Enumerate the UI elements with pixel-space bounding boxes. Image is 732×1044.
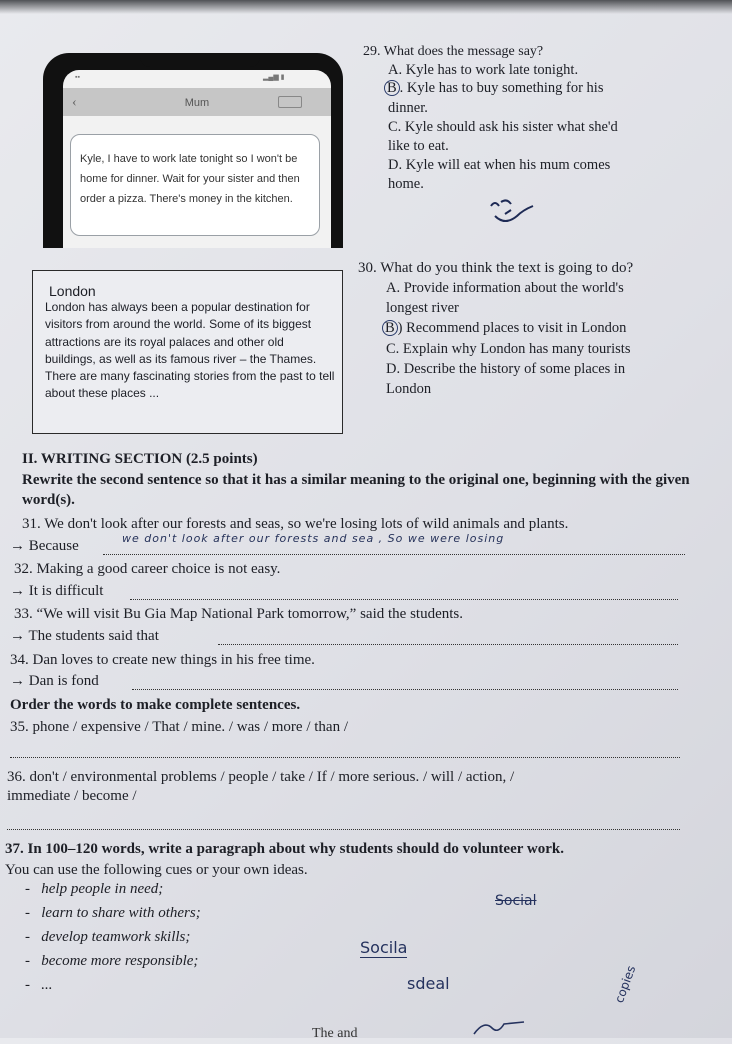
handwritten-note: Socila	[360, 938, 408, 957]
handwritten-note: Social	[495, 893, 537, 909]
handwritten-scribble	[470, 1016, 530, 1038]
q32-prompt: → It is difficult	[10, 583, 104, 599]
answer-line	[130, 587, 678, 600]
q30-option-b-text: ) Recommend places to visit in London	[397, 320, 627, 336]
handwritten-side-note: copies	[612, 963, 639, 1005]
q31-text: 31. We don't look after our forests and seas, so we're losing lots of wild animals and plants.	[22, 516, 569, 532]
handwritten-note: sdeal	[407, 974, 450, 993]
bottom-text: The and	[312, 1026, 358, 1041]
q30-question: 30. What do you think the text is going to do?	[358, 260, 634, 276]
q30-option-a: A. Provide information about the world's	[386, 280, 624, 296]
cue-item: - learn to share with others;	[25, 905, 201, 921]
q32-text: 32. Making a good career choice is not easy.	[14, 561, 281, 577]
cue-item: - develop teamwork skills;	[25, 929, 191, 945]
message-text: Kyle, I have to work late tonight so I won't be home for dinner. Wait for your sister and then order a pizza. There's money in the kitchen.	[80, 153, 300, 205]
contact-name: Mum	[184, 97, 210, 109]
q34-text: 34. Dan loves to create new things in his free time.	[10, 652, 315, 668]
q30-option-c: C. Explain why London has many tourists	[386, 341, 631, 357]
doodle-sketch	[487, 196, 537, 232]
cue-item: - help people in need;	[25, 881, 164, 897]
q31-prompt: → Because	[10, 538, 79, 554]
q35-text: 35. phone / expensive / That / mine. / was / more / than /	[10, 719, 348, 735]
cue-item: - ...	[25, 977, 53, 993]
photo-shadow	[0, 0, 732, 14]
q33-text: 33. “We will visit Bu Gia Map National Park tomorrow,” said the students.	[14, 606, 463, 622]
phone-notch	[140, 53, 260, 67]
q29-option-c-cont: like to eat.	[388, 138, 449, 154]
london-title: London	[49, 283, 96, 299]
back-arrow-icon: ‹	[72, 95, 77, 110]
q34-prompt: → Dan is fond	[10, 673, 99, 689]
answer-line	[10, 745, 680, 758]
q29-option-c: C. Kyle should ask his sister what she'd	[388, 119, 618, 135]
q37-text: 37. In 100–120 words, write a paragraph about why students should do volunteer work.	[5, 841, 564, 857]
q37-subtext: You can use the following cues or your own ideas.	[5, 862, 308, 878]
q30-option-d: D. Describe the history of some places in	[386, 361, 626, 377]
instruction: Rewrite the second sentence so that it has a similar meaning to the original one, beginning with the given word(s).	[22, 472, 690, 508]
q29-option-d-cont: home.	[388, 176, 424, 192]
q31-handwritten-answer: we don't look after our forests and sea , So we were losing	[122, 532, 505, 545]
q29-option-b	[384, 79, 603, 99]
call-icon	[278, 96, 302, 108]
london-body: London has always been a popular destination for visitors from around the world. Some of its biggest attractions are its royal palaces and other old buildings, as well as its famous river – the Thames. There are many fascinating stories from the past to tell about these places ...	[45, 300, 335, 401]
q36-line2: immediate / become /	[7, 788, 137, 804]
q30-option-a-cont: longest river	[386, 300, 459, 316]
clock-icon: ▪▪	[75, 74, 80, 81]
q33-prompt: → The students said that	[10, 628, 159, 644]
q29-option-d: D. Kyle will eat when his mum comes	[388, 157, 611, 173]
q29-option-b-cont: dinner.	[388, 100, 428, 116]
phone-status-bar	[63, 72, 331, 86]
q30-option-d-cont: London	[386, 381, 432, 397]
q29-question: 29. What does the message say?	[363, 44, 544, 59]
q30-option-b	[382, 319, 626, 339]
cue-item: - become more responsible;	[25, 953, 199, 969]
signal-icon: ▂▄▆ ▮	[263, 74, 285, 81]
answer-circle: B	[384, 80, 400, 96]
order-title: Order the words to make complete sentences.	[10, 697, 301, 713]
answer-line	[7, 817, 680, 830]
q29-option-a: A. Kyle has to work late tonight.	[388, 62, 579, 78]
answer-line	[218, 632, 678, 645]
q36-line1: 36. don't / environmental problems / people / take / If / more serious. / will / action, /	[7, 769, 515, 785]
answer-circle: B	[382, 320, 398, 336]
q29-option-b-text: . Kyle has to buy something for his	[399, 80, 604, 96]
section-title: II. WRITING SECTION (2.5 points)	[22, 451, 258, 467]
answer-line	[132, 677, 678, 690]
